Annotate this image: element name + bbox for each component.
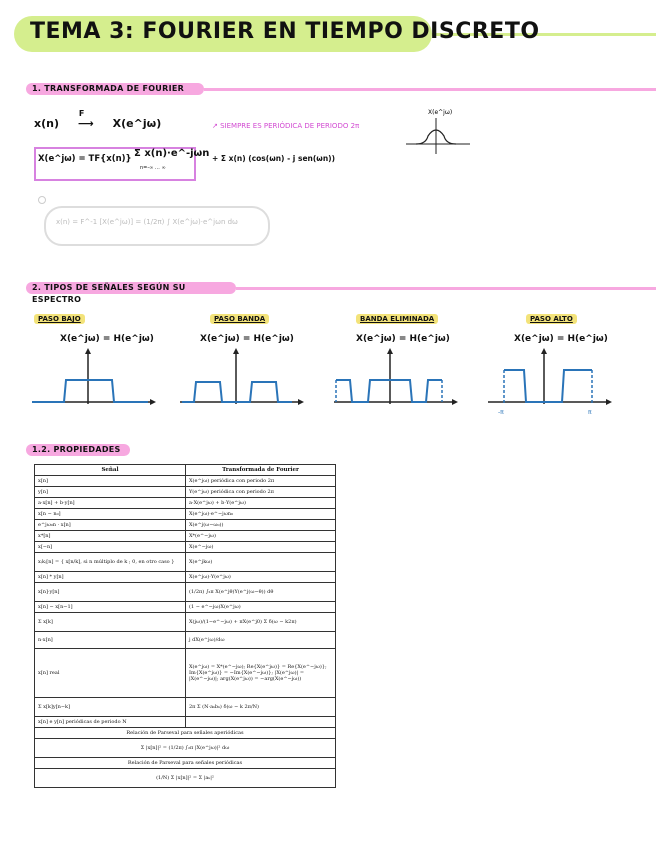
- highpass-tick-pi: π: [588, 409, 592, 416]
- bandstop-sketch: [330, 346, 460, 408]
- bandstop-x-arrow: [452, 399, 458, 405]
- table-row: [35, 717, 336, 728]
- section1-banner: [26, 83, 204, 95]
- inverse-cloud: [44, 206, 270, 246]
- transform-cell: (1/2π) ∫₂π X(e^jθ)Y(e^j(ω−θ)) dθ: [186, 583, 336, 602]
- highpass-sketch: [484, 346, 614, 418]
- table-row: [35, 602, 336, 613]
- definition-limits: n=-∞ … ∞: [140, 165, 166, 171]
- parseval-aperiodic-title: Relación de Parseval para señales aperiódicas: [35, 728, 336, 739]
- pair-arrow: F ⟶: [77, 109, 94, 130]
- col-transform-header: Transformada de Fourier: [186, 465, 336, 476]
- signal-cell: Σ x[k]y[n−k]: [35, 698, 186, 717]
- transform-cell: X(e^−jω): [186, 542, 336, 553]
- parseval-aperiodic: Σ |x[n]|² = (1/2π) ∫₂π |X(e^jω)|² dω: [35, 739, 336, 758]
- table-row: [35, 572, 336, 583]
- transform-cell: X(e^jω) periódica con periodo 2π: [186, 476, 336, 487]
- signal-cell: x[n] * y[n]: [35, 572, 186, 583]
- filter-formula-bandstop: X(e^jω) = H(e^jω): [356, 334, 450, 344]
- cloud-dot: [38, 196, 46, 204]
- transform-cell: a·X(e^jω) + b·Y(e^jω): [186, 498, 336, 509]
- properties-table: [34, 464, 336, 788]
- filter-formula-highpass: X(e^jω) = H(e^jω): [514, 334, 608, 344]
- transform-pair: [34, 109, 162, 130]
- col-signal-header: Señal: [35, 465, 186, 476]
- properties-table-wrap: [34, 464, 336, 788]
- table-row: [35, 509, 336, 520]
- parseval-periodic: (1/N) Σ |x[n]|² = Σ |aₖ|²: [35, 769, 336, 788]
- table-row: [35, 531, 336, 542]
- highpass-y-arrow: [541, 348, 547, 354]
- table-row: [35, 649, 336, 698]
- transform-cell: [186, 717, 336, 728]
- bandstop-spectrum: [336, 380, 442, 402]
- pair-lhs: x(n): [34, 117, 59, 130]
- transform-cell: j dX(e^jω)/dω: [186, 632, 336, 649]
- filter-label-highpass: PASO ALTO: [526, 314, 577, 324]
- section3-banner: [26, 444, 130, 456]
- lowpass-sketch: [28, 346, 158, 408]
- graph-label: X(e^jω): [428, 109, 453, 116]
- table-row: [35, 498, 336, 509]
- table-row: [35, 583, 336, 602]
- signal-cell: x[n]: [35, 476, 186, 487]
- transform-cell: X*(e^−jω): [186, 531, 336, 542]
- table-row: [35, 632, 336, 649]
- transform-cell: X(e^j(ω−ω₀)): [186, 520, 336, 531]
- section2-heading: 2. TIPOS DE SEÑALES SEGÚN SU ESPECTRO: [32, 283, 186, 304]
- signal-cell: x[n] real: [35, 649, 186, 698]
- signal-cell: x*[n]: [35, 531, 186, 542]
- lowpass-spectrum: [32, 380, 148, 402]
- pair-op: F: [78, 109, 85, 118]
- signal-cell: x[n]·y[n]: [35, 583, 186, 602]
- periodic-note: ↗ SIEMPRE ES PERIÓDICA DE PERIODO 2π: [212, 122, 360, 130]
- transform-cell: X(jω)/(1−e^−jω) + πX(e^j0) Σ δ(ω − k2π): [186, 613, 336, 632]
- filter-label-bandpass: PASO BANDA: [210, 314, 269, 324]
- pair-rhs: X(e^jω): [112, 117, 162, 130]
- bandpass-spectrum: [182, 382, 292, 402]
- transform-cell: (1 − e^−jω)X(e^jω): [186, 602, 336, 613]
- definition-sum: Σ x(n)·e^-jωn: [134, 148, 210, 159]
- transform-cell: 2π Σ (N·aₖbₖ) δ(ω − k 2π/N): [186, 698, 336, 717]
- signal-cell: x₍k₎[n] = { x[n/k], si n múltiplo de k ; 0, en otro caso }: [35, 553, 186, 572]
- highpass-tick-neg-pi: -π: [498, 409, 504, 416]
- table-row: [35, 613, 336, 632]
- transform-cell: Y(e^jω) periódica con periodo 2π: [186, 487, 336, 498]
- highpass-spectrum: [504, 370, 592, 402]
- bandpass-sketch: [176, 346, 306, 408]
- signal-cell: x[n] e y[n] periódicas de periodo N: [35, 717, 186, 728]
- signal-cell: n·x[n]: [35, 632, 186, 649]
- signal-cell: x[−n]: [35, 542, 186, 553]
- table-row: [35, 698, 336, 717]
- properties-body: [35, 476, 336, 728]
- definition-expansion: + Σ x(n) (cos(ωn) - j sen(ωn)): [212, 154, 336, 163]
- filter-label-bandstop: BANDA ELIMINADA: [356, 314, 438, 324]
- signal-cell: x[n − n₀]: [35, 509, 186, 520]
- table-row: [35, 553, 336, 572]
- signal-cell: y[n]: [35, 487, 186, 498]
- spectrum-thumbnail: [404, 106, 474, 158]
- signal-cell: a·x[n] + b·y[n]: [35, 498, 186, 509]
- lowpass-x-arrow: [150, 399, 156, 405]
- bandpass-y-arrow: [233, 348, 239, 354]
- transform-cell: X(e^jω)·e^−jωn₀: [186, 509, 336, 520]
- parseval-periodic-title: Relación de Parseval para señales periódicas: [35, 758, 336, 769]
- definition-lhs: X(e^jω) = TF{x(n)}: [38, 154, 132, 164]
- section1-rule: [204, 88, 656, 91]
- section2-rule: [236, 287, 656, 290]
- page-title: TEMA 3: FOURIER EN TIEMPO DISCRETO: [30, 19, 540, 44]
- signal-cell: x[n] − x[n−1]: [35, 602, 186, 613]
- inverse-formula: x(n) = F^-1 [X(e^jω)] = (1/2π) ∫ X(e^jω)·e^jωn dω: [56, 218, 238, 226]
- filter-label-lowpass: PASO BAJO: [34, 314, 85, 324]
- table-row: [35, 520, 336, 531]
- signal-cell: Σ x[k]: [35, 613, 186, 632]
- filter-formula-bandpass: X(e^jω) = H(e^jω): [200, 334, 294, 344]
- table-row: [35, 476, 336, 487]
- section2-banner: [26, 282, 236, 304]
- bandstop-y-arrow: [387, 348, 393, 354]
- table-row: [35, 487, 336, 498]
- filter-formula-lowpass: X(e^jω) = H(e^jω): [60, 334, 154, 344]
- signal-cell: e^jω₀n · x[n]: [35, 520, 186, 531]
- section1-heading: 1. TRANSFORMADA DE FOURIER: [32, 84, 185, 93]
- highpass-x-arrow: [606, 399, 612, 405]
- bandpass-x-arrow: [298, 399, 304, 405]
- transform-cell: X(e^jω)·Y(e^jω): [186, 572, 336, 583]
- section3-heading: 1.2. PROPIEDADES: [32, 445, 121, 454]
- transform-cell: X(e^jkω): [186, 553, 336, 572]
- lowpass-y-arrow: [85, 348, 91, 354]
- note-arrow: ↗: [212, 122, 221, 130]
- table-row: [35, 542, 336, 553]
- transform-cell: X(e^jω) = X*(e^−jω); Re{X(e^jω)} = Re{X(e^−jω)}; Im{X(e^jω)} = −Im{X(e^−jω)}; |X(e^jω)| = |X(e^−jω)|; arg(X(e^jω)) = −arg(X(e^−jω)): [186, 649, 336, 698]
